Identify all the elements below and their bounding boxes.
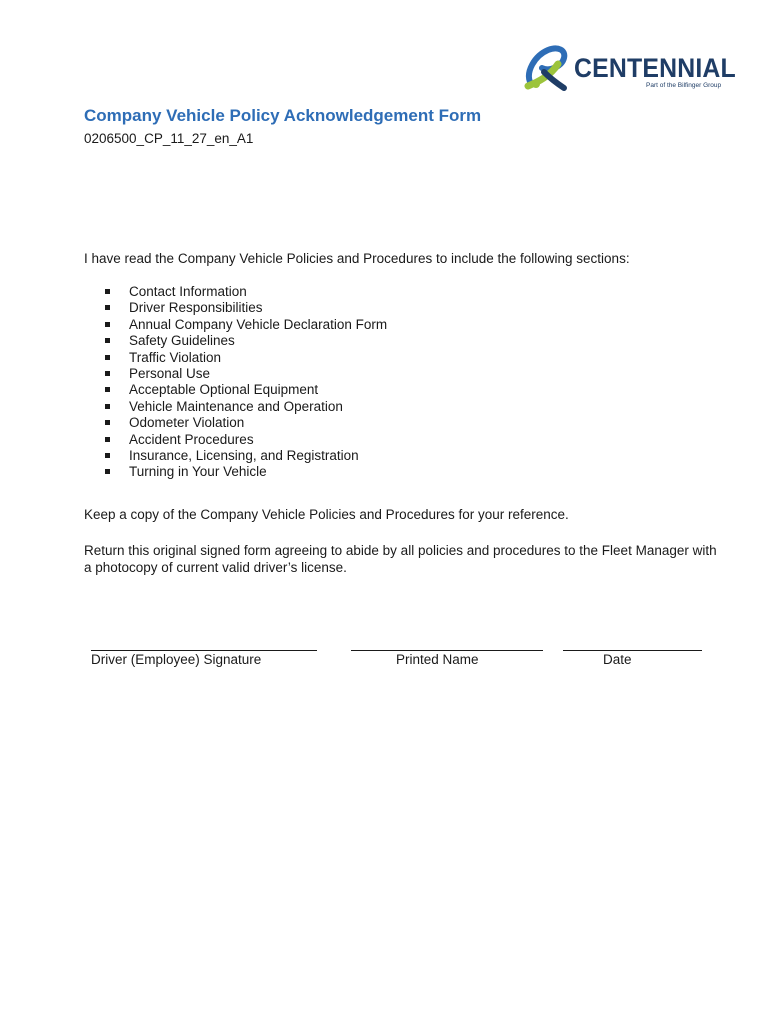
list-item [105,333,387,349]
form-title: Company Vehicle Policy Acknowledgement Form [84,106,482,125]
square-bullet-icon [105,322,110,327]
signature-line[interactable] [91,650,317,651]
list-item [105,284,387,300]
printed-name-line[interactable] [351,650,543,651]
list-item-label: Acceptable Optional Equipment [129,382,319,398]
date-label: Date [603,652,632,667]
list-item-label: Odometer Violation [129,415,245,431]
intro-text: I have read the Company Vehicle Policies and Procedures to include the following sections: [84,251,630,266]
signature-label: Driver (Employee) Signature [91,652,262,667]
centennial-swoosh-icon [524,42,570,94]
list-item [105,317,387,333]
list-item [105,300,387,316]
square-bullet-icon [105,469,110,474]
date-line[interactable] [563,650,702,651]
company-logo [524,42,734,94]
list-item-label: Safety Guidelines [129,333,235,349]
list-item-label: Personal Use [129,365,211,381]
list-item [105,464,387,480]
list-item-label: Accident Procedures [129,431,254,447]
square-bullet-icon [105,305,110,310]
list-item-label: Traffic Violation [129,349,222,365]
list-item-label: Contact Information [129,284,247,299]
list-item-label: Driver Responsibilities [129,300,263,316]
list-item [105,399,387,415]
list-item [105,448,387,464]
list-item [105,382,387,398]
list-item [105,415,387,431]
logo-wordmark: CENTENNIAL [574,53,736,83]
square-bullet-icon [105,355,110,360]
return-instructions: Return this original signed form agreeing to abide by all policies and procedures to the Fleet Manager with a photocopy of current valid driver’s license. [84,543,717,575]
document-code: 0206500_CP_11_27_en_A1 [84,131,254,146]
list-item [105,350,387,366]
policy-sections-list [105,284,387,481]
square-bullet-icon [105,437,110,442]
printed-name-label: Printed Name [396,652,479,667]
logo-tagline: Part of the Bilfinger Group [646,82,722,89]
square-bullet-icon [105,453,110,458]
list-item-label: Vehicle Maintenance and Operation [129,398,343,414]
list-item [105,366,387,382]
keep-copy-text: Keep a copy of the Company Vehicle Policies and Procedures for your reference. [84,507,569,522]
square-bullet-icon [105,420,110,425]
list-item-label: Turning in Your Vehicle [129,464,267,480]
list-item-label: Annual Company Vehicle Declaration Form [129,316,388,332]
list-item-label: Insurance, Licensing, and Registration [129,447,359,463]
square-bullet-icon [105,371,110,376]
square-bullet-icon [105,289,110,294]
list-item [105,432,387,448]
square-bullet-icon [105,338,110,343]
square-bullet-icon [105,387,110,392]
square-bullet-icon [105,404,110,409]
